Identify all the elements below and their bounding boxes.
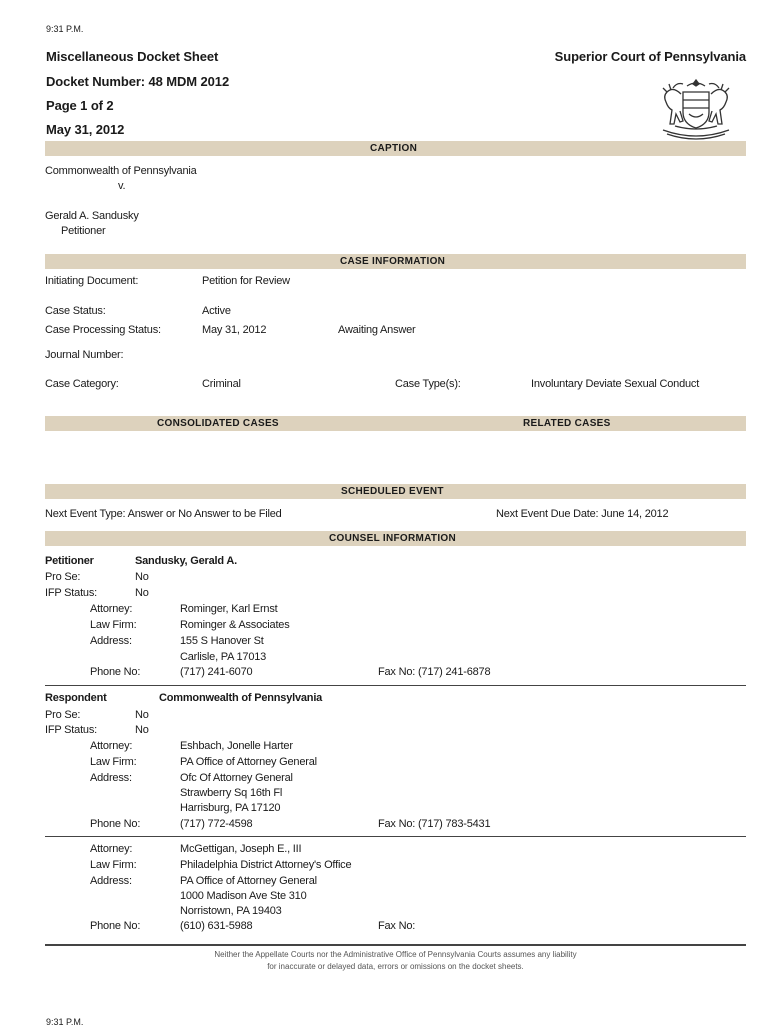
respondent-role: Respondent — [45, 692, 107, 704]
respondent2-phone-label: Phone No: — [90, 920, 141, 932]
respondent-phone-label: Phone No: — [90, 818, 141, 830]
petitioner-role: Petitioner — [45, 555, 94, 567]
respondent2-fax: Fax No: — [378, 920, 416, 932]
consolidated-cases-heading: CONSOLIDATED CASES — [157, 418, 279, 429]
consolidated-heading-bar — [45, 416, 746, 431]
scheduled-event-heading: SCHEDULED EVENT — [341, 486, 444, 497]
respondent2-address-label: Address: — [90, 875, 132, 887]
respondent-firm-label: Law Firm: — [90, 756, 137, 768]
caption-heading-bar — [45, 141, 746, 156]
petitioner-pro-se-value: No — [135, 571, 149, 583]
case-type-value: Involuntary Deviate Sexual Conduct — [531, 378, 700, 390]
respondent-attorney-label: Attorney: — [90, 740, 133, 752]
respondent2-firm-label: Law Firm: — [90, 859, 137, 871]
petitioner-address-line2: Carlisle, PA 17013 — [180, 651, 267, 663]
respondent2-attorney-label: Attorney: — [90, 843, 133, 855]
respondent-firm: PA Office of Attorney General — [180, 756, 317, 768]
petitioner-attorney-label: Attorney: — [90, 603, 133, 615]
processing-status-value: Awaiting Answer — [338, 324, 416, 336]
respondent-pro-se-value: No — [135, 709, 149, 721]
counsel-information-heading: COUNSEL INFORMATION — [329, 533, 456, 544]
docket-number: Docket Number: 48 MDM 2012 — [46, 74, 230, 89]
disclaimer-line1: Neither the Appellate Courts nor the Administrative Office of Pennsylvania Courts assumes any liability — [214, 950, 577, 959]
divider — [45, 685, 746, 686]
initiating-document-value: Petition for Review — [202, 275, 290, 287]
case-category-label: Case Category: — [45, 378, 119, 390]
sheet-date: May 31, 2012 — [46, 122, 125, 137]
respondent-address-label: Address: — [90, 772, 132, 784]
petitioner-address-label: Address: — [90, 635, 132, 647]
respondent2-firm: Philadelphia District Attorney's Office — [180, 859, 352, 871]
related-cases-heading: RELATED CASES — [523, 418, 611, 429]
next-event-type: Next Event Type: Answer or No Answer to be Filed — [45, 508, 282, 520]
petitioner-firm: Rominger & Associates — [180, 619, 290, 631]
initiating-document-label: Initiating Document: — [45, 275, 139, 287]
respondent-phone: (717) 772-4598 — [180, 818, 253, 830]
petitioner-pro-se-label: Pro Se: — [45, 571, 81, 583]
petitioner-phone: (717) 241-6070 — [180, 666, 253, 678]
processing-status-date: May 31, 2012 — [202, 324, 267, 336]
pennsylvania-coat-of-arms-icon — [653, 76, 739, 142]
footer-divider — [45, 944, 746, 946]
court-name: Superior Court of Pennsylvania — [554, 49, 746, 64]
respondent2-attorney: McGettigan, Joseph E., III — [180, 843, 302, 855]
respondent2-address-line2: 1000 Madison Ave Ste 310 — [180, 890, 307, 902]
petitioner-attorney: Rominger, Karl Ernst — [180, 603, 278, 615]
respondent-ifp-label: IFP Status: — [45, 724, 98, 736]
respondent-address-line2: Strawberry Sq 16th Fl — [180, 787, 283, 799]
respondent-attorney: Eshbach, Jonelle Harter — [180, 740, 293, 752]
counsel-information-heading-bar — [45, 531, 746, 546]
caption-heading: CAPTION — [370, 143, 418, 154]
petitioner-name: Sandusky, Gerald A. — [135, 555, 237, 567]
respondent2-address-line3: Norristown, PA 19403 — [180, 905, 282, 917]
petitioner-ifp-value: No — [135, 587, 149, 599]
respondent-name: Commonwealth of Pennsylvania — [159, 692, 323, 704]
caption-versus: v. — [118, 180, 126, 192]
respondent-pro-se-label: Pro Se: — [45, 709, 81, 721]
respondent2-phone: (610) 631-5988 — [180, 920, 253, 932]
petitioner-fax: Fax No: (717) 241-6878 — [378, 666, 491, 678]
respondent-address-line1: Ofc Of Attorney General — [180, 772, 293, 784]
sheet-title: Miscellaneous Docket Sheet — [46, 49, 219, 64]
respondent-fax: Fax No: (717) 783-5431 — [378, 818, 491, 830]
respondent-address-line3: Harrisburg, PA 17120 — [180, 802, 281, 814]
petitioner-phone-label: Phone No: — [90, 666, 141, 678]
respondent-ifp-value: No — [135, 724, 149, 736]
disclaimer-line2: for inaccurate or delayed data, errors or omissions on the docket sheets. — [267, 962, 524, 971]
caption-defendant: Gerald A. Sandusky — [45, 210, 139, 222]
case-status-label: Case Status: — [45, 305, 106, 317]
caption-role: Petitioner — [61, 225, 106, 237]
case-information-heading-bar — [45, 254, 746, 269]
case-category-value: Criminal — [202, 378, 241, 390]
petitioner-ifp-label: IFP Status: — [45, 587, 98, 599]
print-time: 9:31 P.M. — [46, 24, 84, 34]
petitioner-firm-label: Law Firm: — [90, 619, 137, 631]
next-event-due-date: Next Event Due Date: June 14, 2012 — [496, 508, 669, 520]
journal-number-label: Journal Number: — [45, 349, 124, 361]
processing-status-label: Case Processing Status: — [45, 324, 161, 336]
divider — [45, 836, 746, 837]
case-information-heading: CASE INFORMATION — [340, 256, 446, 267]
case-type-label: Case Type(s): — [395, 378, 461, 390]
caption-plaintiff: Commonwealth of Pennsylvania — [45, 165, 197, 177]
footer-print-time: 9:31 P.M. — [46, 1017, 84, 1027]
petitioner-address-line1: 155 S Hanover St — [180, 635, 264, 647]
respondent2-address-line1: PA Office of Attorney General — [180, 875, 317, 887]
case-status-value: Active — [202, 305, 231, 317]
page-number: Page 1 of 2 — [46, 98, 114, 113]
scheduled-event-heading-bar — [45, 484, 746, 499]
